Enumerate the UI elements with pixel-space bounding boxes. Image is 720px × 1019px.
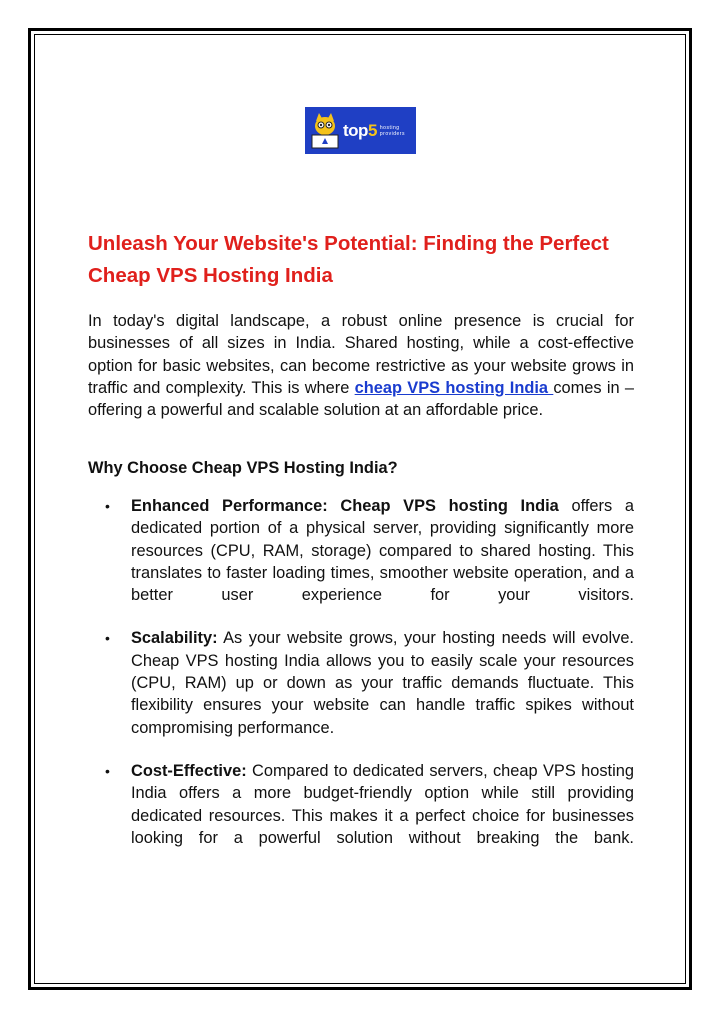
logo-wordmark: [343, 122, 377, 139]
bullet-icon: •: [105, 630, 110, 647]
cheap-vps-hosting-link[interactable]: cheap VPS hosting India: [354, 378, 554, 397]
bullet-lead: Cost-Effective:: [131, 761, 247, 780]
bullet-icon: •: [105, 762, 110, 779]
list-item: [100, 760, 634, 849]
top5-logo: [305, 107, 416, 154]
list-item: [100, 627, 634, 738]
bullet-text: offers a dedicated portion of a physical server, providing significantly more resources (CPU, RAM, storage) compared to shared hosting. This translates to faster loading times, smoother website operation, and a better user experience for your visitors.: [131, 497, 635, 605]
benefits-list: [100, 495, 634, 870]
bullet-lead: Scalability:: [131, 629, 218, 648]
intro-text-end: comes in – offering a powerful and scalable solution at an affordable price.: [88, 378, 634, 420]
logo-tagline: [380, 125, 405, 137]
intro-text-start: In today's digital landscape, a robust online presence is crucial for businesses of all sizes in India. Shared hosting, while a cost-effective option for basic websites, can become restrictive as your website grows in traffic and complexity. This is where: [88, 312, 634, 397]
page-title: Unleash Your Website's Potential: Finding the Perfect Cheap VPS Hosting India: [88, 232, 609, 287]
logo-word-five: 5: [367, 121, 377, 140]
logo-word-top: top: [343, 121, 368, 140]
bullet-lead: Enhanced Performance: Cheap VPS hosting India: [131, 497, 559, 515]
section-heading: Why Choose Cheap VPS Hosting India?: [88, 459, 398, 477]
logo-tagline-line1: hosting: [379, 124, 400, 131]
bullet-icon: •: [105, 498, 110, 514]
intro-paragraph: [88, 310, 634, 421]
bullet-text: Compared to dedicated servers, cheap VPS hosting India offers a more budget-friendly option while still providing dedicated resources. This makes it a perfect choice for businesses looking for a powerful solution without breaking the bank.: [131, 761, 634, 847]
bullet-text: As your website grows, your hosting needs will evolve. Cheap VPS hosting India allows you to easily scale your resources (CPU, RAM) up or down as your traffic demands fluctuate. This flexibility ensures your website can handle traffic spikes without compromising performance.: [131, 629, 634, 737]
logo-tagline-line2: providers: [379, 130, 405, 137]
list-item: [100, 495, 634, 606]
cat-mascot-icon: [309, 111, 341, 151]
